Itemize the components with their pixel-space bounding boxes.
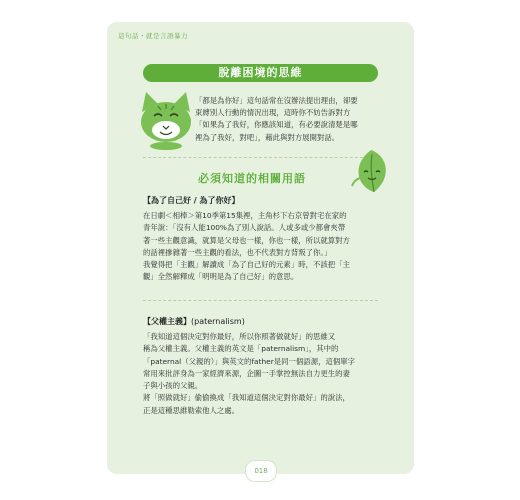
intro-paragraph (195, 95, 385, 144)
section-title-suffix: (paternalism) (191, 317, 245, 326)
body-line: 「paternal（父親的）」與英文的father是同一個語源，這個單字 (143, 356, 356, 366)
intro-line: 「都是為你好」這句話常在沒辦法提出理由，卻要 (195, 96, 358, 105)
divider (143, 300, 378, 301)
section-body-for-your-good (143, 210, 380, 284)
body-line: 在日劇＜相棒＞第10季第15集裡，主角杉下右京曾對宅在家的 (143, 211, 347, 220)
divider (143, 157, 378, 158)
sub-heading: 必須知道的相關用語 (198, 172, 306, 185)
body-line: 將「照做就好」偷偷換成「我知道這個決定對你最好」的說法， (143, 393, 350, 403)
banner-title: 脫離困境的思維 (143, 64, 378, 82)
body-line: 我覺得把「主觀」解讀成「為了自己好的元素」時，不該把「主 (143, 260, 350, 270)
body-line: 著一些主觀意識，就算是父母也一樣，你也一樣，所以就算對方 (143, 235, 350, 245)
body-line: 青年說：「沒有人能100%為了別人說話。人或多或少都會夾帶 (143, 223, 346, 233)
section-body-paternalism (143, 331, 380, 417)
intro-line: 「如果為了我好，你應該知道，有必要說清楚是哪 (195, 120, 358, 130)
body-line: 「我知道這個決定對你最好，所以你照著做就好」的思維又 (143, 332, 336, 341)
section-title-paternalism (143, 316, 245, 327)
section-title-for-your-good: 【為了自己好 / 為了你好】 (143, 196, 240, 205)
body-line: 常用來批評身為一家經濟來源，企圖一手掌控無法自力更生的妻 (143, 368, 350, 378)
intro-line: 裡為了我好，對吧」，藉此與對方展開對話。 (195, 132, 340, 142)
body-line: 子與小孩的父親。 (143, 381, 203, 391)
intro-line: 束縛別人行動的情況出現，這時你不妨告訴對方 (195, 108, 351, 118)
running-head: 這句話・就是言語暴力 (118, 32, 188, 40)
body-line: 觀」全然解釋成「明明是為了自己好」的意思。 (143, 272, 299, 282)
section-title-text: 【父權主義】 (143, 317, 191, 326)
body-line: 稱為父權主義。父權主義的英文是「paternalism」，其中的 (143, 344, 339, 354)
body-line: 正是這種思維勒索他人之處。 (143, 405, 240, 415)
body-line: 的話裡摻雜著一些主觀的看法，也不代表對方背叛了你。」 (143, 247, 332, 257)
page-number: 018 (245, 460, 277, 482)
cat-character-icon (136, 86, 196, 150)
leaf-character-icon (350, 148, 392, 196)
